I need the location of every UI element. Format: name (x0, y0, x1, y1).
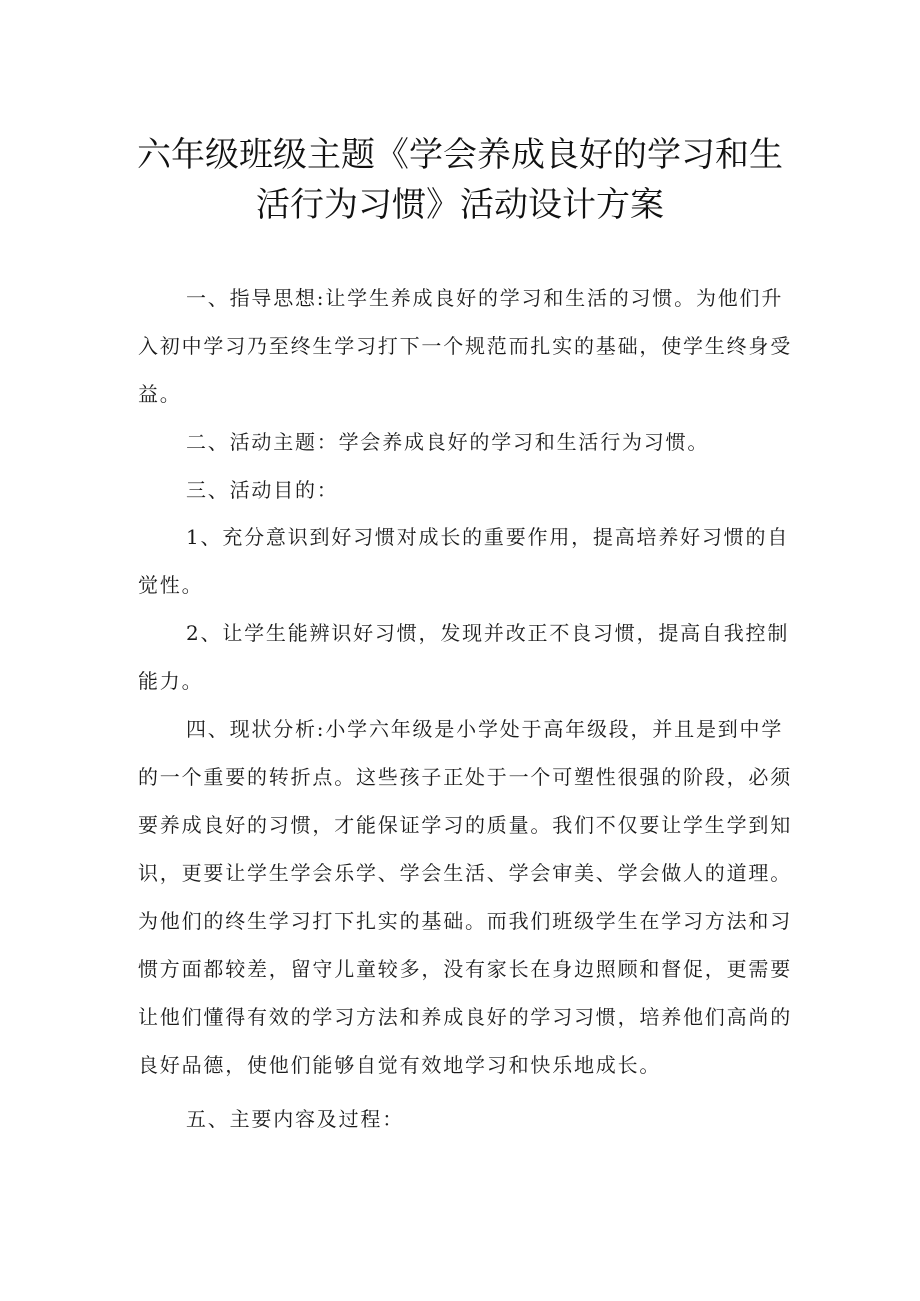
section-4-line-4: 识，更要让学生学会乐学、学会生活、学会审美、学会做人的道理。 (138, 861, 792, 885)
section-4-line-6: 惯方面都较差，留守儿童较多，没有家长在身边照顾和督促，更需要 (138, 957, 792, 981)
goal-1-line-2: 觉性。 (138, 573, 204, 597)
section-4-line-1: 四、现状分析:小学六年级是小学处于高年级段，并且是到中学 (186, 717, 784, 741)
section-5-heading: 五、主要内容及过程： (186, 1107, 404, 1131)
section-4-line-5: 为他们的终生学习打下扎实的基础。而我们班级学生在学习方法和习 (138, 909, 792, 933)
goal-2-line-2: 能力。 (138, 669, 204, 693)
section-3-heading: 三、活动目的： (186, 478, 339, 502)
goal-2-line-1: 2、让学生能辨识好习惯，发现并改正不良习惯，提高自我控制 (186, 621, 790, 645)
section-4-line-8: 良好品德，使他们能够自觉有效地学习和快乐地成长。 (138, 1053, 662, 1077)
section-4-line-7: 让他们懂得有效的学习方法和养成良好的学习习惯，培养他们高尚的 (138, 1005, 792, 1029)
section-1-line-2: 入初中学习乃至终生学习打下一个规范而扎实的基础，使学生终身受 (138, 334, 792, 358)
section-1-line-3: 益。 (138, 382, 182, 406)
document-title-line-1: 六年级班级主题《学会养成良好的学习和生 (137, 135, 783, 175)
section-1-line-1: 一、指导思想:让学生养成良好的学习和生活的习惯。为他们升 (186, 286, 784, 310)
section-2-line: 二、活动主题：学会养成良好的学习和生活行为习惯。 (186, 430, 710, 454)
section-4-line-2: 的一个重要的转折点。这些孩子正处于一个可塑性很强的阶段，必须 (138, 765, 792, 789)
document-title-line-2: 活行为习惯》活动设计方案 (256, 185, 664, 225)
goal-1-line-1: 1、充分意识到好习惯对成长的重要作用，提高培养好习惯的自 (186, 525, 790, 549)
section-4-line-3: 要养成良好的习惯，才能保证学习的质量。我们不仅要让学生学到知 (138, 813, 792, 837)
